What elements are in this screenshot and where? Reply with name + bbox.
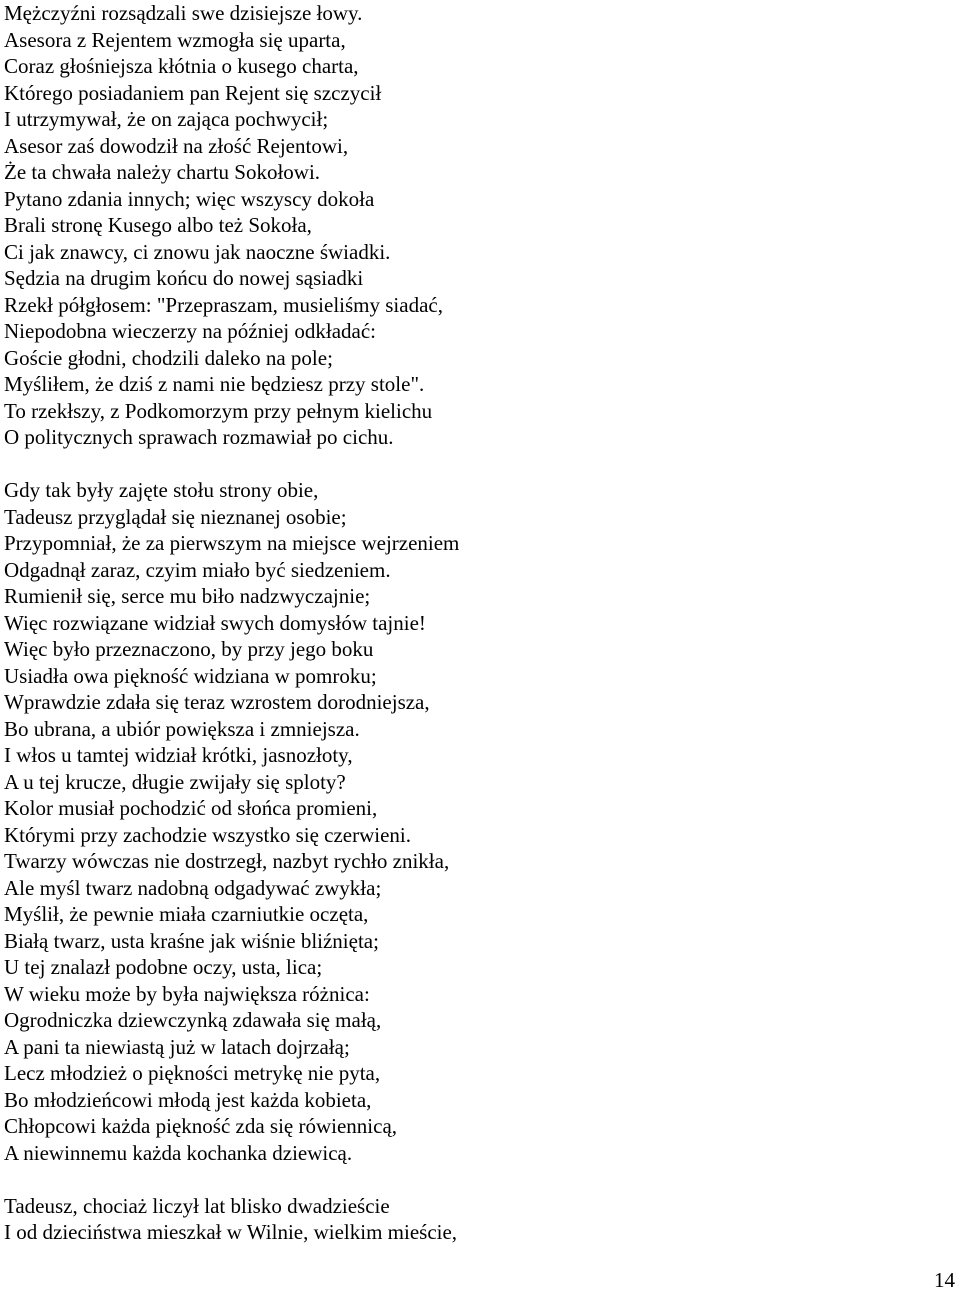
poem-line: Którego posiadaniem pan Rejent się szczycił <box>4 80 382 105</box>
poem-line: Gdy tak były zajęte stołu strony obie, <box>4 478 319 502</box>
poem-line: Odgadnął zaraz, czyim miało być siedzeniem. <box>4 557 391 582</box>
poem-line: Asesora z Rejentem wzmogła się uparta, <box>4 27 346 52</box>
poem-line: A u tej krucze, długie zwijały się sploty? <box>4 769 346 794</box>
poem-line: I od dzieciństwa mieszkał w Wilnie, wielkim mieście, <box>4 1220 458 1244</box>
stanza-3 <box>4 1193 944 1246</box>
poem-line: Ale myśl twarz nadobną odgadywać zwykła; <box>4 875 382 900</box>
poem-line: Mężczyźni rozsądzali swe dzisiejsze łowy. <box>4 1 363 25</box>
stanza-gap <box>4 1166 944 1193</box>
poem-line: Białą twarz, usta kraśne jak wiśnie bliźnięta; <box>4 928 379 953</box>
poem-line: Coraz głośniejsza kłótnia o kusego charta, <box>4 54 359 78</box>
page-number: 14 <box>934 1268 955 1292</box>
poem-line: To rzekłszy, z Podkomorzym przy pełnym kielichu <box>4 398 433 423</box>
poem-line: Przypomniał, że za pierwszym na miejsce wejrzeniem <box>4 531 460 555</box>
poem-line: Niepodobna wieczerzy na później odkładać: <box>4 319 377 343</box>
poem-line: Myślił, że pewnie miała czarniutkie oczęta, <box>4 902 369 926</box>
poem-line: Brali stronę Kusego albo też Sokoła, <box>4 213 312 237</box>
poem-line: I włos u tamtej widział krótki, jasnozłoty, <box>4 743 353 767</box>
poem-line: I utrzymywał, że on zająca pochwycił; <box>4 107 329 131</box>
poem-line: Bo młodzieńcowi młodą jest każda kobieta, <box>4 1087 372 1112</box>
poem-line: Pytano zdania innych; więc wszyscy dokoła <box>4 186 375 211</box>
poem-line: Bo ubrana, a ubiór powiększa i zmniejsza. <box>4 716 360 741</box>
poem-line: Kolor musiał pochodzić od słońca promieni, <box>4 796 378 820</box>
poem-line: W wieku może by była największa różnica: <box>4 981 370 1006</box>
poem-line: Ci jak znawcy, ci znowu jak naoczne świadki. <box>4 239 391 264</box>
poem-line: Myśliłem, że dziś z nami nie będziesz przy stole". <box>4 372 425 396</box>
stanza-1 <box>4 0 944 451</box>
poem-line: Rumienił się, serce mu biło nadzwyczajnie; <box>4 584 371 608</box>
poem-line: Więc rozwiązane widział swych domysłów tajnie! <box>4 610 426 635</box>
poem-line: Usiadła owa piękność widziana w pomroku; <box>4 663 377 688</box>
poem-line: A pani ta niewiastą już w latach dojrzałą; <box>4 1034 350 1059</box>
poem-line: Chłopcowi każda piękność zda się rówiennicą, <box>4 1114 398 1138</box>
poem-line: Goście głodni, chodzili daleko na pole; <box>4 345 333 370</box>
poem-page <box>4 0 944 1246</box>
poem-line: Wprawdzie zdała się teraz wzrostem dorodniejsza, <box>4 690 430 714</box>
poem-line: Tadeusz przyglądał się nieznanej osobie; <box>4 504 347 529</box>
poem-line: U tej znalazł podobne oczy, usta, lica; <box>4 955 323 979</box>
poem-line: Że ta chwała należy chartu Sokołowi. <box>4 160 321 184</box>
poem-line: Sędzia na drugim końcu do nowej sąsiadki <box>4 266 364 290</box>
poem-line: Którymi przy zachodzie wszystko się czerwieni. <box>4 822 412 847</box>
stanza-gap <box>4 451 944 478</box>
poem-line: Lecz młodzież o piękności metrykę nie pyta, <box>4 1061 381 1085</box>
poem-line: Asesor zaś dowodził na złość Rejentowi, <box>4 133 349 158</box>
poem-line: Tadeusz, chociaż liczył lat blisko dwadzieście <box>4 1193 390 1218</box>
poem-line: A niewinnemu każda kochanka dziewicą. <box>4 1140 353 1165</box>
poem-line: Więc było przeznaczono, by przy jego boku <box>4 637 374 661</box>
poem-line: Rzekł półgłosem: "Przepraszam, musieliśmy siadać, <box>4 292 443 317</box>
poem-line: Ogrodniczka dziewczynką zdawała się małą, <box>4 1008 382 1032</box>
poem-line: O politycznych sprawach rozmawiał po cichu. <box>4 425 394 449</box>
stanza-2 <box>4 477 944 1166</box>
poem-line: Twarzy wówczas nie dostrzegł, nazbyt rychło znikła, <box>4 849 450 873</box>
